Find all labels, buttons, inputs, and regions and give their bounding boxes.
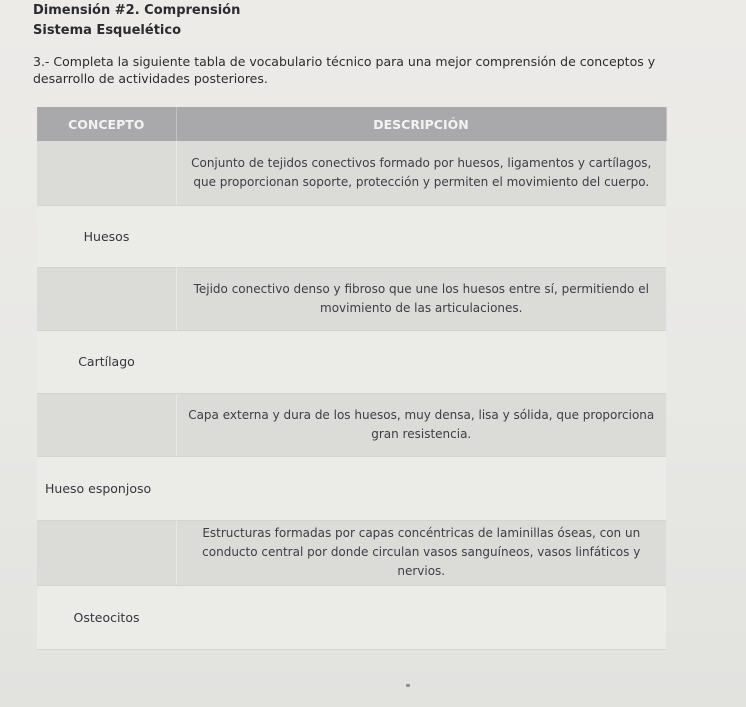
table-row: [37, 456, 666, 520]
table-row: [37, 267, 666, 330]
table-row: [37, 330, 666, 393]
table-row: [37, 205, 666, 267]
concept-cell: Cartílago: [37, 330, 176, 393]
table-row: [37, 520, 666, 585]
concept-cell-blank[interactable]: [37, 393, 176, 456]
table-header-row: [37, 107, 666, 141]
description-cell: Capa externa y dura de los huesos, muy densa, lisa y sólida, que proporciona gran resistencia.: [176, 393, 666, 456]
concept-cell: Huesos: [37, 205, 176, 267]
paper-mark: [406, 684, 410, 687]
table-row: [37, 393, 666, 456]
description-cell-blank[interactable]: [176, 205, 666, 267]
section-subtitle: Sistema Esquelético: [33, 23, 182, 38]
worksheet-header: [33, 2, 240, 40]
instruction-text: 3.- Completa la siguiente tabla de vocabulario técnico para una mejor comprensión de conceptos y desarrollo de actividades posteriores.: [33, 54, 656, 86]
description-cell: Estructuras formadas por capas concéntricas de laminillas óseas, con un conducto central por donde circulan vasos sanguíneos, vasos linfáticos y nervios.: [176, 520, 666, 585]
concept-cell-blank[interactable]: [37, 141, 176, 205]
vocabulary-table: [37, 107, 667, 650]
description-cell-blank[interactable]: [176, 456, 666, 520]
description-cell-blank[interactable]: [176, 585, 666, 649]
concept-cell: Osteocitos: [37, 585, 176, 649]
description-cell: Conjunto de tejidos conectivos formado por huesos, ligamentos y cartílagos, que proporcionan soporte, protección y permiten el movimiento del cuerpo.: [176, 141, 666, 205]
table-row: [37, 141, 666, 205]
concept-cell-blank[interactable]: [37, 267, 176, 330]
section-title: Dimensión #2. Comprensión: [33, 3, 241, 18]
description-cell: Tejido conectivo denso y fibroso que une los huesos entre sí, permitiendo el movimiento de las articulaciones.: [176, 267, 666, 330]
description-cell-blank[interactable]: [176, 330, 666, 393]
column-header-description: DESCRIPCIÓN: [176, 107, 666, 141]
column-header-concept: CONCEPTO: [37, 107, 176, 141]
concept-cell: Hueso esponjoso: [37, 456, 176, 520]
table-row: [37, 585, 666, 649]
concept-cell-blank[interactable]: [37, 520, 176, 585]
